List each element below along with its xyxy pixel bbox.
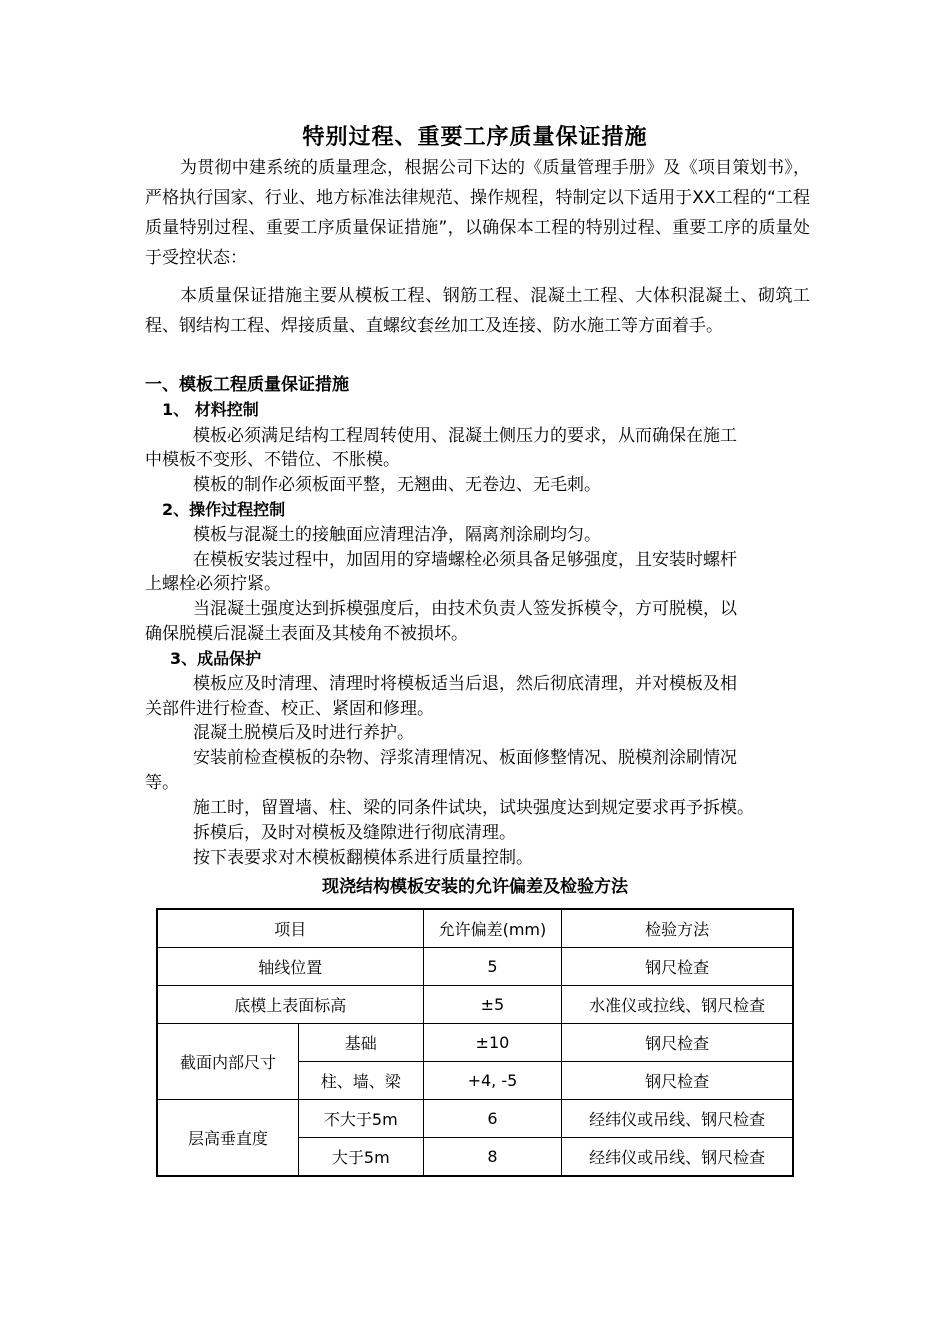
- table-cell: 经纬仪或吊线、钢尺检查: [562, 1138, 793, 1177]
- table-row: [157, 948, 793, 986]
- table-row: [157, 986, 793, 1024]
- table-cell: +4, -5: [423, 1062, 562, 1100]
- text-line: 按下表要求对木模板翻模体系进行质量控制。: [193, 848, 533, 868]
- table-cell: ±10: [423, 1024, 562, 1062]
- table-cell: 钢尺检查: [562, 1024, 793, 1062]
- subsection-heading-2: 2、操作过程控制: [162, 500, 286, 519]
- table-cell: 底模上表面标高: [157, 986, 423, 1024]
- table-cell: 6: [423, 1100, 562, 1138]
- text-line: 关部件进行检查、校正、紧固和修理。: [145, 699, 434, 719]
- text-line: 在模板安装过程中，加固用的穿墙螺栓必须具备足够强度，且安装时螺杆: [193, 550, 737, 570]
- text-line: 模板的制作必须板面平整，无翘曲、无卷边、无毛刺。: [193, 475, 601, 495]
- intro-paragraph-1: 为贯彻中建系统的质量理念，根据公司下达的《质量管理手册》及《项目策划书》，严格执行国家、行业、地方标准法律规范、操作规程，特制定以下适用于XX工程的“工程质量特别过程、重要工序质量保证措施”，以确保本工程的特别过程、重要工序的质量处于受控状态：: [145, 158, 810, 268]
- text-line: 模板必须满足结构工程周转使用、混凝土侧压力的要求，从而确保在施工: [193, 426, 737, 446]
- text-line: 施工时，留置墙、柱、梁的同条件试块，试块强度达到规定要求再予拆模。: [193, 798, 754, 818]
- table-cell: 轴线位置: [157, 948, 423, 986]
- header-cell: 项目: [157, 909, 423, 948]
- text-line: 混凝土脱模后及时进行养护。: [193, 723, 414, 743]
- table-row: [157, 1100, 793, 1138]
- text-line: 安装前检查模板的杂物、浮浆清理情况、板面修整情况、脱模剂涂刷情况: [193, 748, 737, 768]
- table-cell: 钢尺检查: [562, 1062, 793, 1100]
- table-cell: 5: [423, 948, 562, 986]
- section-heading: 一、模板工程质量保证措施: [145, 375, 349, 395]
- page-title: 特别过程、重要工序质量保证措施: [302, 125, 648, 150]
- table-cell: 柱、墙、梁: [299, 1062, 424, 1100]
- table-cell: 大于5m: [299, 1138, 424, 1177]
- text-line: 模板与混凝土的接触面应清理洁净，隔离剂涂刷均匀。: [193, 525, 601, 545]
- subsection-heading-1: 1、 材料控制: [162, 400, 259, 419]
- group-label-cell: 截面内部尺寸: [157, 1024, 299, 1100]
- intro-paragraph-2: 本质量保证措施主要从模板工程、钢筋工程、混凝土工程、大体积混凝土、砌筑工程、钢结构工程、焊接质量、直螺纹套丝加工及连接、防水施工等方面着手。: [145, 286, 810, 336]
- table-cell: 基础: [299, 1024, 424, 1062]
- text-line: 当混凝土强度达到拆模强度后，由技术负责人签发拆模令，方可脱模，以: [193, 599, 737, 619]
- group-label-cell: 层高垂直度: [157, 1100, 299, 1177]
- text-line: 中模板不变形、不错位、不胀模。: [145, 450, 400, 470]
- table-title: 现浇结构模板安装的允许偏差及检验方法: [322, 877, 628, 897]
- header-cell: 允许偏差(mm): [423, 909, 562, 948]
- table-row: [157, 1024, 793, 1062]
- table-cell: 水准仪或拉线、钢尺检查: [562, 986, 793, 1024]
- text-line: 等。: [145, 773, 179, 793]
- table-cell: 钢尺检查: [562, 948, 793, 986]
- tolerance-table: [156, 908, 794, 1177]
- table-cell: 8: [423, 1138, 562, 1177]
- text-line: 拆模后，及时对模板及缝隙进行彻底清理。: [193, 823, 516, 843]
- table-cell: 不大于5m: [299, 1100, 424, 1138]
- table-header-row: [157, 909, 793, 948]
- table-cell: 经纬仪或吊线、钢尺检查: [562, 1100, 793, 1138]
- text-line: 上螺栓必须拧紧。: [145, 574, 281, 594]
- header-cell: 检验方法: [562, 909, 793, 948]
- text-line: 确保脱模后混凝土表面及其棱角不被损坏。: [145, 624, 468, 644]
- text-line: 模板应及时清理、清理时将模板适当后退，然后彻底清理，并对模板及相: [193, 674, 737, 694]
- subsection-heading-3: 3、成品保护: [170, 649, 262, 668]
- table-cell: ±5: [423, 986, 562, 1024]
